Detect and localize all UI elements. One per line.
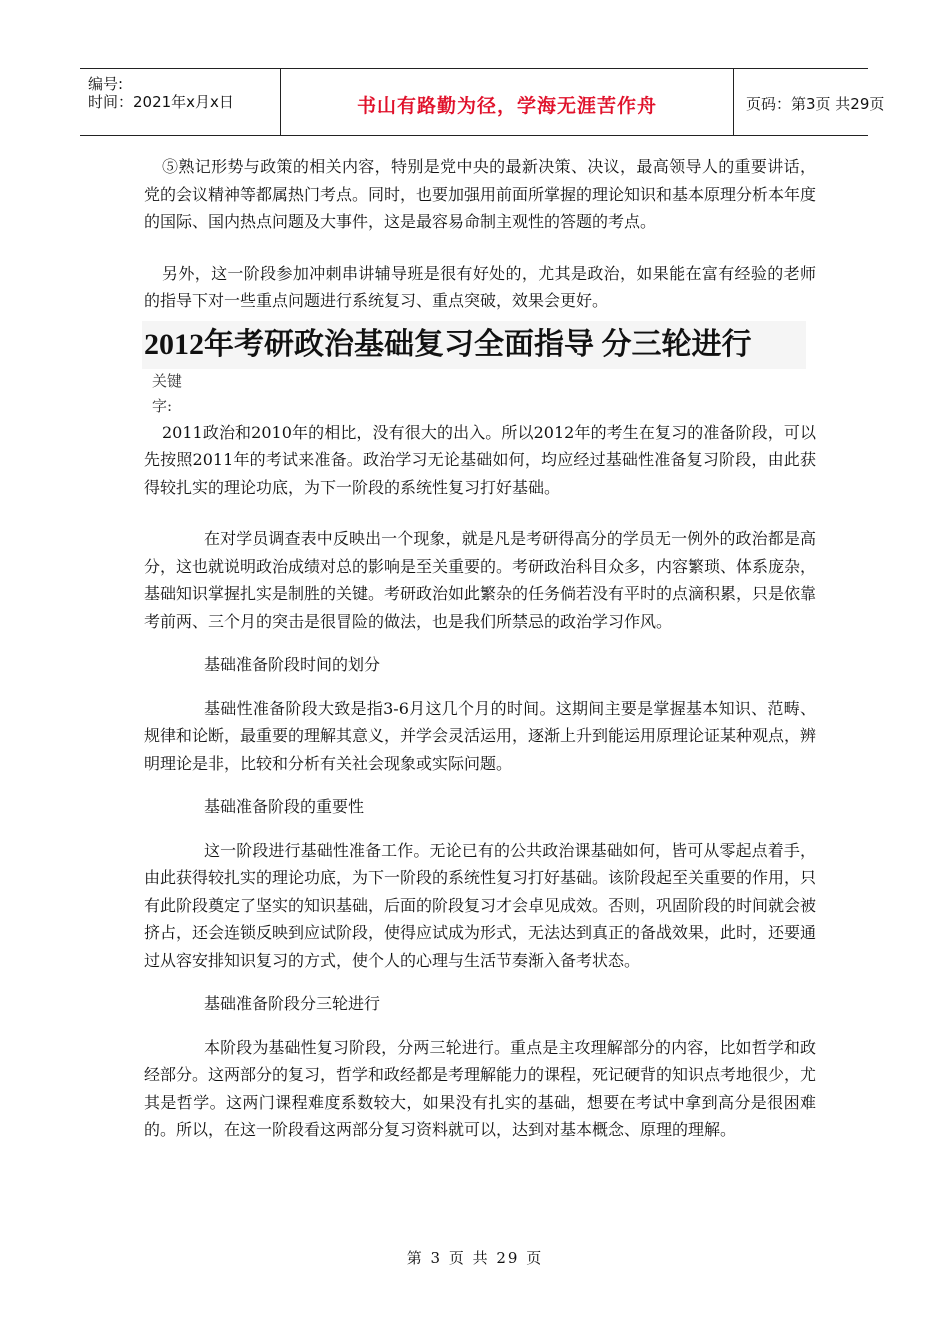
paragraph-importance: 这一阶段进行基础性准备工作。无论已有的公共政治课基础如何，皆可从零起点着手，由此获得较扎实的理论功底，为下一阶段的系统性复习打好基础。该阶段起至关重要的作用，只有此阶段奠定了坚实的知识基础，后面的阶段复习才会卓见成效。否则，巩固阶段的时间就会被挤占，还会连锁反映到应试阶段，使得应试成为形式，无法达到真正的备战效果，此时，还要通过从容安排知识复习的方式，使个人的心理与生活节奏渐入备考状态。: [144, 840, 817, 970]
header-motto-cell: [280, 69, 734, 135]
keywords-label: 关键字:: [152, 371, 183, 415]
document-number-label: 编号:: [88, 75, 124, 93]
section-heading-timing: 基础准备阶段时间的划分: [204, 655, 381, 674]
header-motto: 书山有路勤为径，学海无涯苦作舟: [356, 95, 657, 117]
paragraph-sprint-class: 另外，这一阶段参加冲刺串讲辅导班是很有好处的，尤其是政治，如果能在富有经验的老师的指导下对一些重点问题进行系统复习、重点突破，效果会更好。: [144, 263, 816, 310]
header-meta: [80, 69, 280, 135]
paragraph-timing: 基础性准备阶段大致是指3-6月这几个月的时间。这期间主要是掌握基本知识、范畴、规律和论断，最重要的理解其意义，并学会灵活运用，逐渐上升到能运用原理论证某种观点，辨明理论是非，比较和分析有关社会现象或实际问题。: [144, 698, 817, 773]
paragraph-rounds: 本阶段为基础性复习阶段，分两三轮进行。重点是主攻理解部分的内容，比如哲学和政经部分。这两部分的复习，哲学和政经都是考理解能力的课程，死记硬背的知识点考地很少，尤其是哲学。这两门课程难度系数较大，如果没有扎实的基础，想要在考试中拿到高分是很困难的。所以，在这一阶段看这两部分复习资料就可以，达到对基本概念、原理的理解。: [144, 1037, 817, 1139]
page-footer: 第 3 页 共 29 页: [406, 1249, 544, 1267]
article-title: 2012年考研政治基础复习全面指导 分三轮进行: [144, 327, 752, 361]
page-header: [80, 68, 885, 136]
header-page-info: 页码：第3页 共29页: [746, 95, 885, 113]
section-heading-rounds: 基础准备阶段分三轮进行: [204, 994, 381, 1013]
document-body: [144, 153, 816, 1144]
header-page-cell: [734, 69, 885, 135]
paragraph-intro: 2011政治和2010年的相比，没有很大的出入。所以2012年的考生在复习的准备阶段，可以先按照2011年的考试来准备。政治学习无论基础如何，均应经过基础性准备复习阶段，由此获得较扎实的理论功底，为下一阶段的系统性复习打好基础。: [144, 422, 816, 497]
paragraph-policy-points: ⑤熟记形势与政策的相关内容，特别是党中央的最新决策、决议，最高领导人的重要讲话，党的会议精神等都属热门考点。同时，也要加强用前面所掌握的理论知识和基本原理分析本年度的国际、国内热点问题及大事件，这是最容易命制主观性的答题的考点。: [144, 157, 817, 231]
section-heading-importance: 基础准备阶段的重要性: [204, 797, 365, 816]
paragraph-survey: 在对学员调查表中反映出一个现象，就是凡是考研得高分的学员无一例外的政治都是高分，这也就说明政治成绩对总的影响是至关重要的。考研政治科目众多，内容繁琐、体系庞杂，基础知识掌握扎实是制胜的关键。考研政治如此繁杂的任务倘若没有平时的点滴积累，只是依靠考前两、三个月的突击是很冒险的做法，也是我们所禁忌的政治学习作风。: [144, 529, 817, 631]
article-title-bar: [142, 321, 806, 369]
document-time-label: 时间：2021年x月x日: [88, 93, 234, 111]
